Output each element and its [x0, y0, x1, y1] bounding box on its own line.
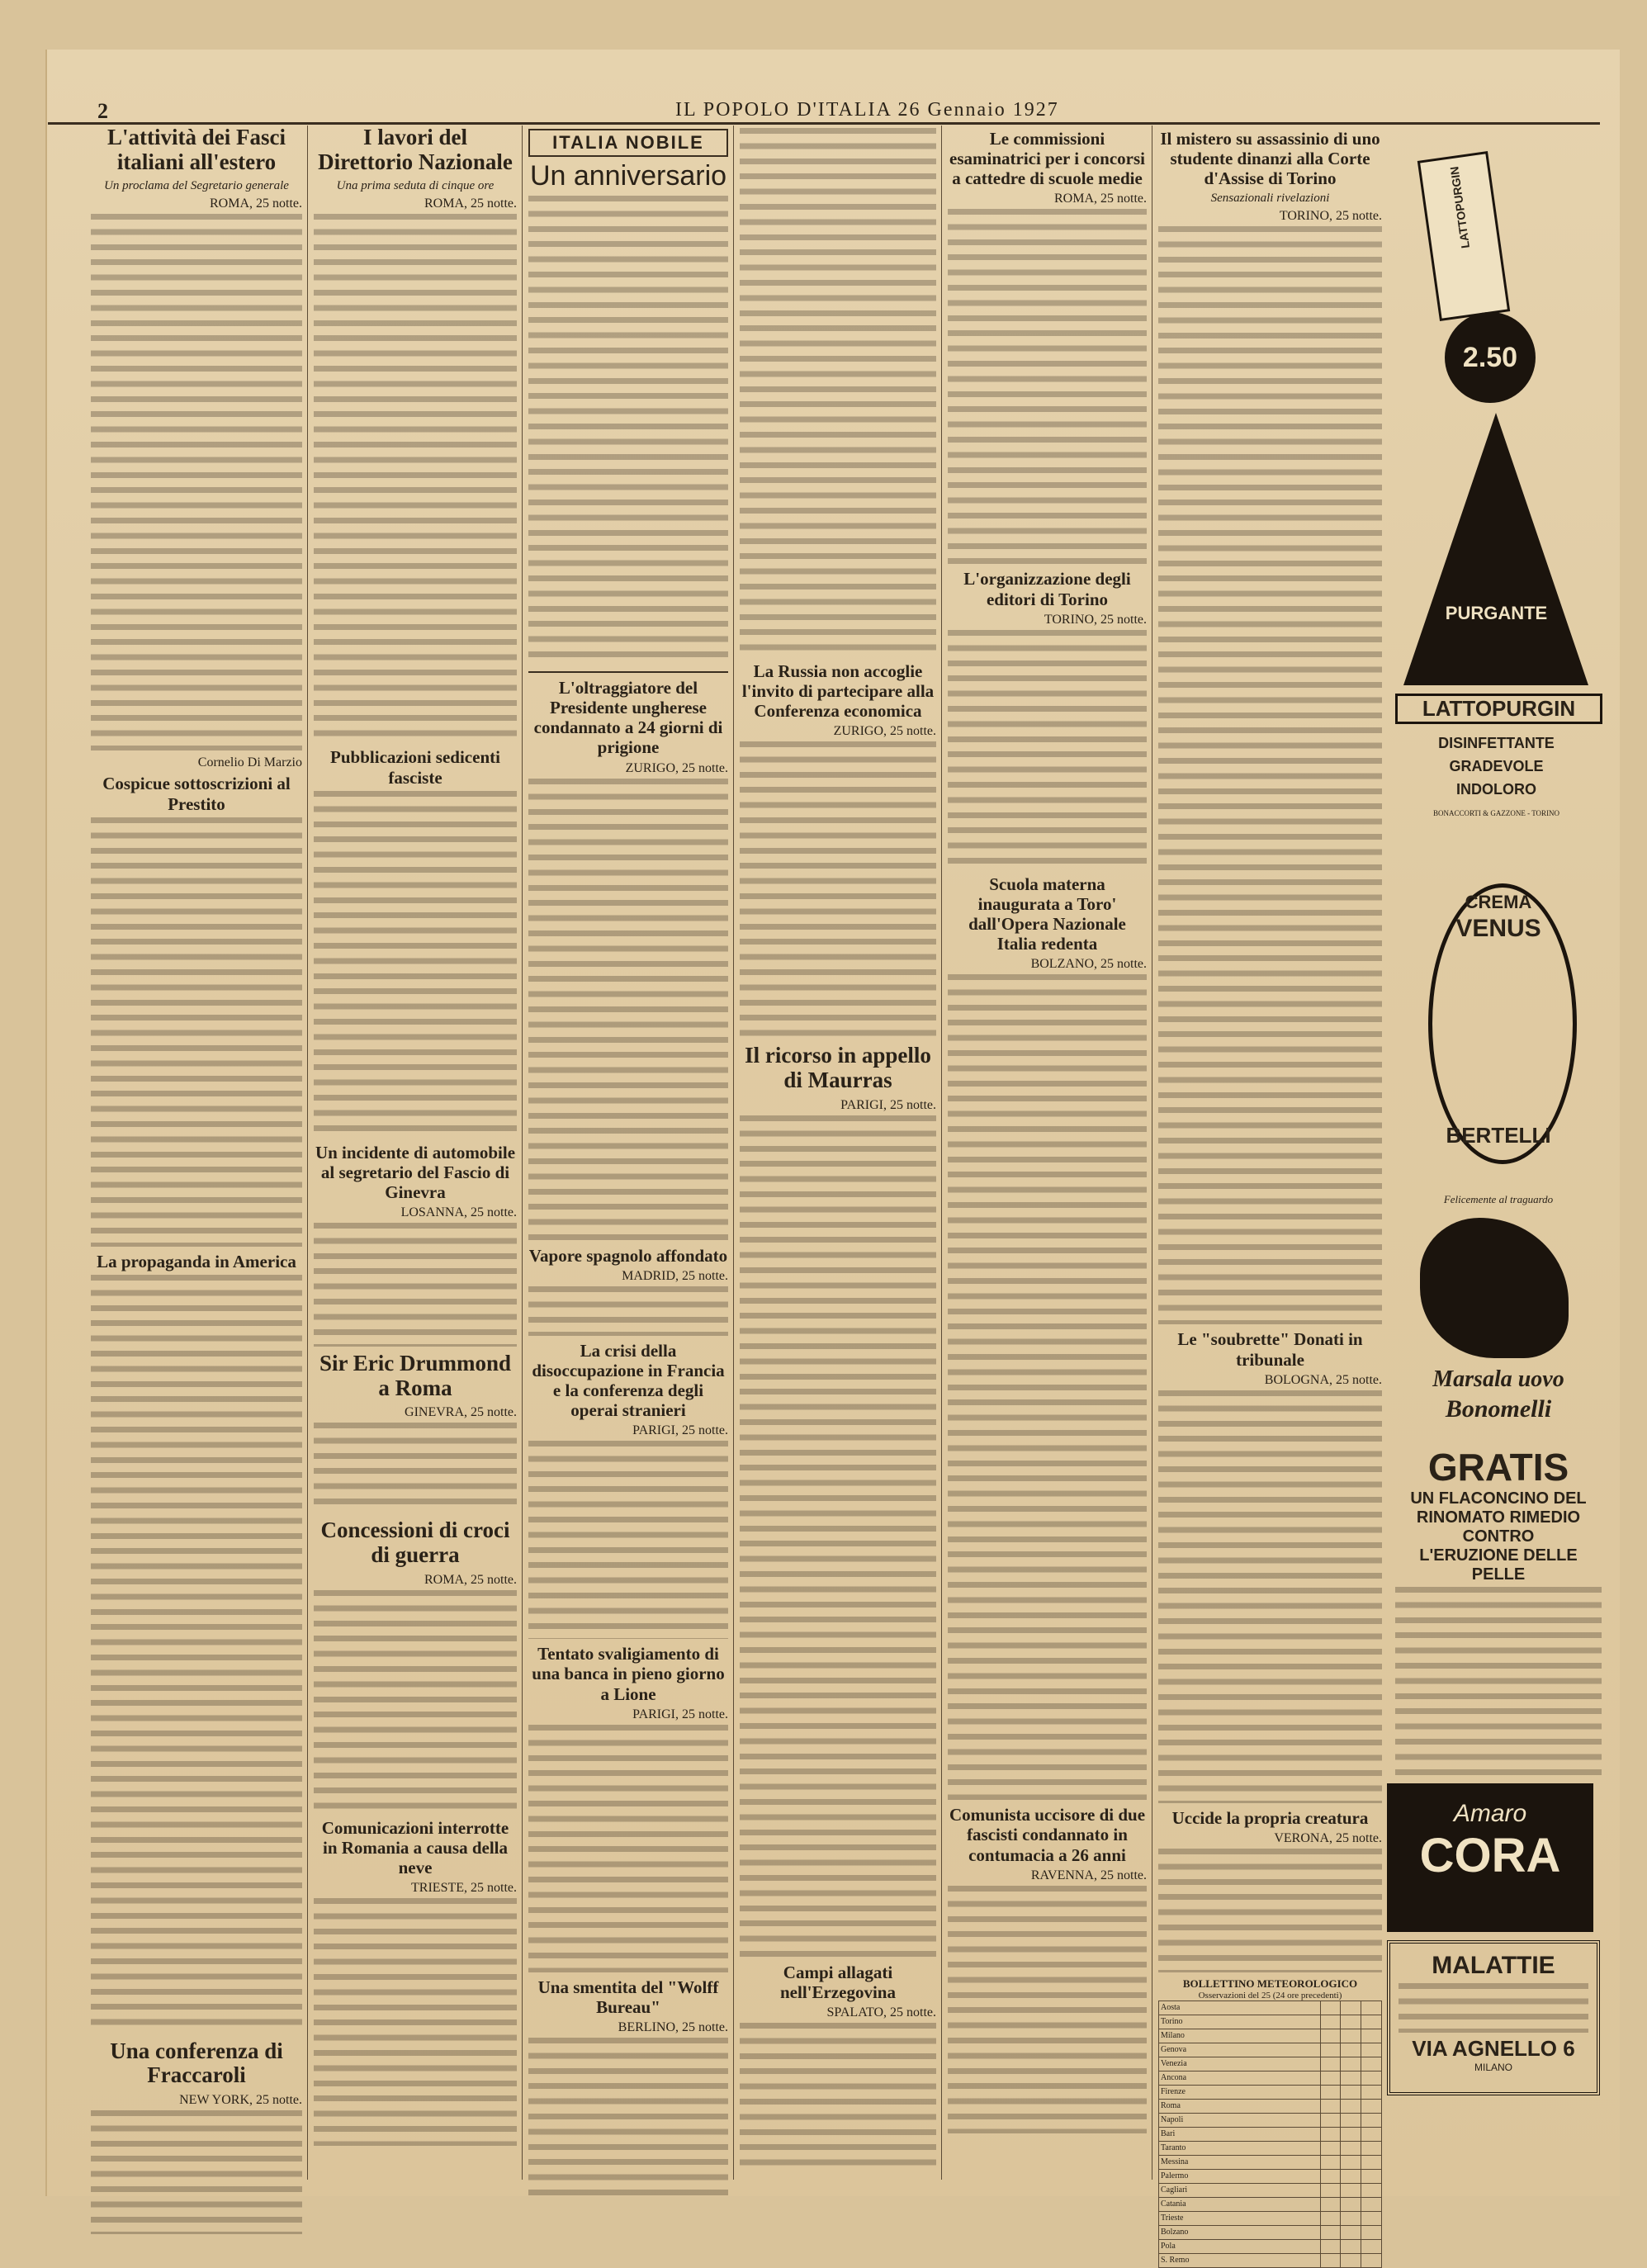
article-body-text — [528, 1725, 728, 1972]
meteo-row — [1159, 2155, 1382, 2169]
meteo-row — [1159, 2141, 1382, 2155]
meteo-row — [1159, 2169, 1382, 2183]
meteo-row — [1159, 2000, 1382, 2015]
meteo-city: Trieste — [1159, 2211, 1321, 2225]
advert-crema-venus — [1395, 859, 1602, 1189]
article-subheadline: Un proclama del Segretario generale — [104, 179, 289, 193]
article-body-text — [1158, 226, 1382, 1324]
meteo-cell — [1361, 2043, 1382, 2057]
meteo-cell — [1341, 2000, 1361, 2015]
meteo-row — [1159, 2239, 1382, 2253]
meteo-cell — [1341, 2155, 1361, 2169]
meteo-table — [1158, 2000, 1382, 2268]
meteo-cell — [1341, 2057, 1361, 2071]
meteo-city: Aosta — [1159, 2000, 1321, 2015]
meteo-cell — [1341, 2127, 1361, 2141]
dateline: BOLOGNA, 25 notte. — [1264, 1372, 1382, 1387]
ad-brand: Marsala uovo — [1432, 1366, 1564, 1392]
article-body-text — [314, 1223, 517, 1347]
advert-malattie — [1387, 1940, 1600, 2095]
ad-body-text — [1395, 1587, 1602, 1777]
meteo-city: Cagliari — [1159, 2183, 1321, 2197]
ad-text: DISINFETTANTE — [1438, 735, 1555, 751]
meteo-cell — [1320, 2211, 1341, 2225]
dateline: LOSANNA, 25 notte. — [400, 1205, 517, 1220]
article-headline: Concessioni di croci di guerra — [320, 1518, 510, 1568]
ad-text: RINOMATO RIMEDIO CONTRO — [1416, 1508, 1581, 1546]
divider — [528, 671, 728, 673]
meteo-city: Messina — [1159, 2155, 1321, 2169]
dateline: VERONA, 25 notte. — [1274, 1830, 1382, 1845]
meteo-cell — [1361, 2071, 1382, 2085]
ad-text: L'ERUZIONE DELLE PELLE — [1419, 1546, 1578, 1584]
meteo-row — [1159, 2085, 1382, 2099]
meteo-cell — [1341, 2141, 1361, 2155]
ad-brand: VENUS — [1455, 915, 1541, 942]
ad-city: MILANO — [1474, 2062, 1512, 2073]
dateline: BERLINO, 25 notte. — [618, 2019, 728, 2034]
advert-marsala — [1395, 1193, 1602, 1441]
article-body-text — [948, 1886, 1147, 2133]
article-body-text — [948, 209, 1147, 564]
ad-brand: Bonomelli — [1445, 1395, 1552, 1423]
ad-text: GRADEVOLE — [1449, 758, 1544, 774]
meteo-cell — [1361, 2211, 1382, 2225]
meteo-cell — [1361, 2000, 1382, 2015]
article-headline: Scuola materna inaugurata a Toro' dall'Opera Nazionale Italia redenta — [968, 874, 1126, 954]
meteo-row — [1159, 2071, 1382, 2085]
meteo-cell — [1320, 2239, 1341, 2253]
article-headline: Pubblicazioni sedicenti fasciste — [330, 747, 500, 788]
article-body-text — [1158, 1849, 1382, 1972]
dateline: ROMA, 25 notte. — [424, 196, 517, 211]
ad-maker: BERTELLI — [1446, 1123, 1551, 1148]
article-headline: La crisi della disoccupazione in Francia e la conferenza degli operai stranieri — [532, 1340, 725, 1421]
article-headline: Una smentita del "Wolff Bureau" — [537, 1977, 719, 2017]
meteo-row — [1159, 2197, 1382, 2211]
dateline: SPALATO, 25 notte. — [826, 2005, 936, 2020]
ad-brand: CORA — [1419, 1829, 1561, 1882]
article-signature: Cornelio Di Marzio — [197, 755, 302, 770]
article-body-text — [91, 1275, 302, 2034]
meteo-row — [1159, 2225, 1382, 2239]
pill-box-icon: LATTOPURGIN — [1417, 151, 1510, 321]
dateline: BOLZANO, 25 notte. — [1030, 957, 1147, 972]
meteo-row — [1159, 2211, 1382, 2225]
ad-headline: GRATIS — [1427, 1446, 1569, 1489]
article-headline: Sir Eric Drummond a Roma — [319, 1351, 511, 1400]
meteo-cell — [1341, 2183, 1361, 2197]
article-subheadline: Sensazionali rivelazioni — [1210, 192, 1330, 206]
meteo-cell — [1341, 2043, 1361, 2057]
meteo-cell — [1341, 2113, 1361, 2127]
meteo-cell — [1361, 2225, 1382, 2239]
article-headline: Il mistero su assassinio di uno studente dinanzi alla Corte d'Assise di Torino — [1160, 129, 1380, 189]
meteo-city: Pola — [1159, 2239, 1321, 2253]
article-body-text — [91, 214, 302, 750]
article-headline: L'organizzazione degli editori di Torino — [963, 569, 1131, 609]
ad-text: UN FLACONCINO DEL — [1410, 1489, 1587, 1508]
meteo-cell — [1361, 2099, 1382, 2113]
advert-amaro-cora — [1387, 1783, 1593, 1932]
meteo-cell — [1320, 2043, 1341, 2057]
article-headline: Un anniversario — [529, 160, 727, 192]
article-body-text — [528, 2038, 728, 2203]
column-6 — [1153, 125, 1387, 2266]
article-body-text — [740, 128, 936, 656]
meteo-row — [1159, 2043, 1382, 2057]
meteo-city: Roma — [1159, 2099, 1321, 2113]
meteo-cell — [1320, 2015, 1341, 2029]
meteo-city: Genova — [1159, 2043, 1321, 2057]
article-headline: L'oltraggiatore del Presidente ungherese condannato a 24 giorni di prigione — [533, 678, 723, 758]
article-headline: La Russia non accoglie l'invito di partecipare alla Conferenza economica — [741, 661, 935, 722]
article-body-text — [948, 974, 1147, 1800]
meteo-cell — [1341, 2225, 1361, 2239]
meteo-cell — [1320, 2000, 1341, 2015]
meteo-city: Catania — [1159, 2197, 1321, 2211]
article-body-text — [91, 817, 302, 1247]
article-headline: Comunicazioni interrotte in Romania a causa della neve — [321, 1817, 509, 1878]
meteo-cell — [1361, 2085, 1382, 2099]
column-1 — [86, 125, 307, 2180]
ad-address: VIA AGNELLO 6 — [1412, 2036, 1575, 2061]
meteo-cell — [1361, 2169, 1382, 2183]
dateline: ZURIGO, 25 notte. — [625, 760, 728, 775]
meteo-cell — [1320, 2155, 1341, 2169]
meteo-cell — [1320, 2169, 1341, 2183]
meteo-cell — [1361, 2141, 1382, 2155]
meteo-cell — [1341, 2211, 1361, 2225]
column-5 — [943, 125, 1152, 2180]
meteo-cell — [1341, 2085, 1361, 2099]
meteo-cell — [1320, 2197, 1341, 2211]
article-headline: L'attività dei Fasci italiani all'estero — [107, 125, 286, 174]
newspaper-title-date: IL POPOLO D'ITALIA 26 Gennaio 1927 — [675, 99, 1059, 121]
meteo-cell — [1320, 2071, 1341, 2085]
article-headline: La propaganda in America — [97, 1251, 296, 1271]
meteo-cell — [1341, 2239, 1361, 2253]
meteo-cell — [1320, 2113, 1341, 2127]
advert-lattopurgin-pills — [1395, 147, 1593, 411]
ad-headline: MALATTIE — [1432, 1952, 1555, 1979]
meteo-cell — [1361, 2015, 1382, 2029]
meteo-cell — [1361, 2127, 1382, 2141]
article-headline: Cospicue sottoscrizioni al Prestito — [102, 774, 291, 814]
article-body-text — [740, 741, 936, 1039]
article-headline: I lavori del Direttorio Nazionale — [318, 125, 513, 174]
meteo-cell — [1320, 2057, 1341, 2071]
meteo-city: Firenze — [1159, 2085, 1321, 2099]
column-rule — [733, 125, 734, 2180]
article-body-text — [528, 196, 728, 666]
dateline: PARIGI, 25 notte. — [632, 1707, 728, 1721]
article-body-text — [740, 2023, 936, 2171]
section-kicker: ITALIA NOBILE — [528, 129, 728, 157]
article-headline: Campi allagati nell'Erzegovina — [780, 1962, 896, 2002]
meteo-row — [1159, 2099, 1382, 2113]
dateline: TRIESTE, 25 notte. — [411, 1881, 517, 1896]
meteo-cell — [1320, 2141, 1341, 2155]
meteo-subtitle: Osservazioni del 25 (24 ore precedenti) — [1198, 1990, 1342, 2000]
meteo-cell — [1361, 2253, 1382, 2267]
meteo-row — [1159, 2015, 1382, 2029]
meteo-city: Bolzano — [1159, 2225, 1321, 2239]
dateline: ZURIGO, 25 notte. — [833, 724, 936, 739]
meteo-cell — [1341, 2253, 1361, 2267]
ad-headline: PURGANTE — [1445, 603, 1548, 623]
article-headline: Una conferenza di Fraccaroli — [110, 2038, 283, 2088]
meteo-row — [1159, 2183, 1382, 2197]
meteo-title: BOLLETTINO METEOROLOGICO — [1182, 1977, 1358, 1990]
meteo-city: S. Remo — [1159, 2253, 1321, 2267]
dateline: ROMA, 25 notte. — [1054, 192, 1147, 206]
ad-tagline: Felicemente al traguardo — [1443, 1193, 1554, 1205]
article-headline: Uccide la propria creatura — [1171, 1807, 1369, 1828]
ad-text: INDOLORO — [1456, 781, 1536, 798]
column-3 — [523, 125, 733, 2180]
column-rule — [941, 125, 942, 2180]
meteo-cell — [1320, 2253, 1341, 2267]
meteo-row — [1159, 2253, 1382, 2267]
meteo-cell — [1361, 2113, 1382, 2127]
dateline: ROMA, 25 notte. — [210, 196, 302, 211]
meteo-city: Palermo — [1159, 2169, 1321, 2183]
meteo-cell — [1341, 2099, 1361, 2113]
meteo-cell — [1341, 2197, 1361, 2211]
meteo-city: Taranto — [1159, 2141, 1321, 2155]
meteo-city: Torino — [1159, 2015, 1321, 2029]
article-body-text — [528, 779, 728, 1241]
meteo-row — [1159, 2113, 1382, 2127]
meteo-cell — [1320, 2085, 1341, 2099]
dateline: TORINO, 25 notte. — [1044, 612, 1147, 627]
meteo-cell — [1361, 2183, 1382, 2197]
article-subheadline: Una prima seduta di cinque ore — [336, 179, 495, 193]
meteo-row — [1159, 2057, 1382, 2071]
meteo-city: Milano — [1159, 2029, 1321, 2043]
meteo-cell — [1361, 2057, 1382, 2071]
meteo-cell — [1320, 2225, 1341, 2239]
meteo-cell — [1320, 2183, 1341, 2197]
meteo-cell — [1320, 2029, 1341, 2043]
meteo-cell — [1341, 2169, 1361, 2183]
meteo-row — [1159, 2029, 1382, 2043]
meteo-cell — [1341, 2015, 1361, 2029]
dateline: MADRID, 25 notte. — [622, 1268, 728, 1283]
article-body-text — [528, 1441, 728, 1639]
ad-maker: BONACCORTI & GAZZONE - TORINO — [1432, 809, 1560, 817]
article-headline: Le "soubrette" Donati in tribunale — [1177, 1329, 1363, 1370]
dateline: PARIGI, 25 notte. — [840, 1097, 936, 1112]
meteo-cell — [1341, 2029, 1361, 2043]
column-4 — [735, 125, 941, 2180]
horse-icon — [1420, 1218, 1569, 1358]
article-body-text — [740, 1115, 936, 1958]
dateline: NEW YORK, 25 notte. — [179, 2093, 302, 2108]
column-rule — [522, 125, 523, 2180]
meteo-cell — [1320, 2127, 1341, 2141]
meteo-city: Ancona — [1159, 2071, 1321, 2085]
page-number: 2 — [97, 99, 108, 123]
column-2 — [309, 125, 522, 2180]
price-badge: 2.50 — [1445, 312, 1536, 403]
masthead — [48, 97, 1600, 125]
meteo-cell — [1320, 2099, 1341, 2113]
dateline: RAVENNA, 25 notte. — [1030, 1868, 1147, 1882]
meteo-row — [1159, 2127, 1382, 2141]
dateline: ROMA, 25 notte. — [424, 1572, 517, 1587]
meteo-cell — [1341, 2071, 1361, 2085]
article-headline: Il ricorso in appello di Maurras — [745, 1043, 931, 1093]
article-headline: Vapore spagnolo affondato — [528, 1245, 728, 1266]
meteo-city: Venezia — [1159, 2057, 1321, 2071]
article-body-text — [948, 630, 1147, 869]
article-body-text — [1158, 1390, 1382, 1803]
meteo-cell — [1361, 2197, 1382, 2211]
meteo-cell — [1361, 2239, 1382, 2253]
article-body-text — [314, 1423, 517, 1513]
article-body-text — [91, 2110, 302, 2234]
ad-text: Amaro — [1453, 1800, 1527, 1827]
article-body-text — [314, 214, 517, 742]
article-body-text — [314, 791, 517, 1138]
advert-gratis — [1395, 1445, 1602, 1775]
article-body-text — [314, 1590, 517, 1813]
ad-brand: LATTOPURGIN — [1395, 694, 1602, 724]
dateline: PARIGI, 25 notte. — [632, 1423, 728, 1438]
column-rule — [307, 125, 308, 2180]
meteo-city: Bari — [1159, 2127, 1321, 2141]
ad-body-text — [1399, 1983, 1588, 2033]
meteo-cell — [1361, 2155, 1382, 2169]
article-body-text — [528, 1286, 728, 1336]
article-headline: Un incidente di automobile al segretario del Fascio di Ginevra — [315, 1142, 516, 1202]
meteo-city: Napoli — [1159, 2113, 1321, 2127]
triangle-graphic — [1403, 413, 1588, 685]
dateline: GINEVRA, 25 notte. — [405, 1405, 517, 1420]
meteo-cell — [1361, 2029, 1382, 2043]
article-headline: Le commissioni esaminatrici per i concorsi a cattedre di scuole medie — [949, 129, 1145, 189]
dateline: TORINO, 25 notte. — [1279, 209, 1382, 224]
article-body-text — [314, 1898, 517, 2146]
ad-text: CREMA — [1465, 892, 1532, 912]
article-headline: Tentato svaligiamento di una banca in pieno giorno a Lione — [532, 1644, 725, 1704]
article-headline: Comunista uccisore di due fascisti condannato in contumacia a 26 anni — [949, 1805, 1146, 1865]
